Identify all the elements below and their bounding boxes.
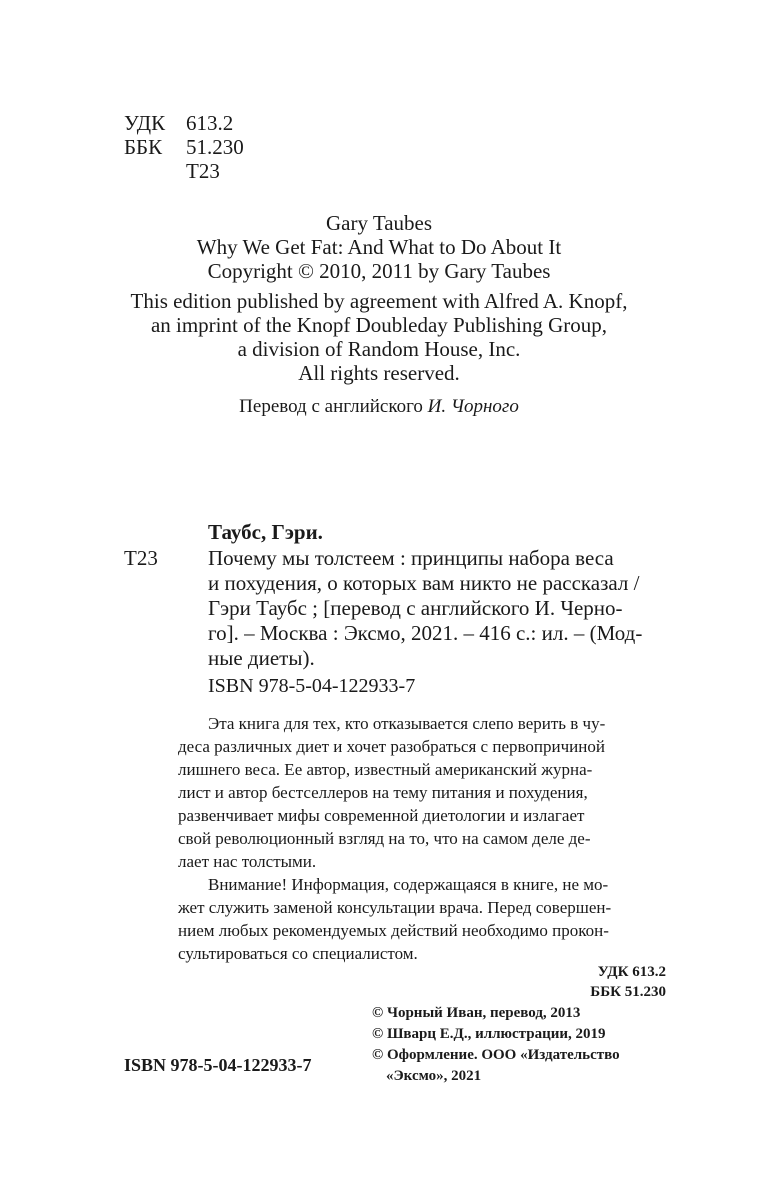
annotation-warning-line: нием любых рекомендуемых действий необходимо прокон- (178, 921, 609, 940)
record-line: Гэри Таубс ; [перевод с английского И. Черно- (208, 596, 623, 620)
record-line: го]. – Москва : Эксмо, 2021. – 416 с.: ил. – (Мод- (208, 621, 643, 645)
annotation-warning-line: сультироваться со специалистом. (178, 944, 418, 963)
bbk-label: ББК (124, 135, 163, 159)
translation-prefix: Перевод с английского (239, 396, 423, 417)
original-rights-line: a division of Random House, Inc. (237, 337, 521, 361)
copyright-line: © Чорный Иван, перевод, 2013 (372, 1005, 581, 1021)
annotation-warning-line: Внимание! Информация, содержащаяся в книге, не мо- (208, 875, 609, 894)
annotation-line: лист и автор бестселлеров на тему питания и похудения, (178, 783, 588, 802)
annotation-line: лает нас толстыми. (178, 852, 317, 871)
copyright-line: © Оформление. ООО «Издательство (372, 1047, 620, 1063)
copyright-line: «Эксмо», 2021 (386, 1068, 482, 1084)
author-mark-row (124, 159, 220, 183)
original-rights-line: This edition published by agreement with Alfred A. Knopf, (130, 289, 628, 313)
annotation-warning-line: жет служить заменой консультации врача. Перед совершен- (178, 898, 612, 917)
annotation-line: свой революционный взгляд на то, что на самом деле де- (178, 829, 591, 848)
record-line: и похудения, о которых вам никто не рассказал / (208, 571, 640, 595)
record-isbn: ISBN 978-5-04-122933-7 (208, 675, 416, 697)
udk-label: УДК (124, 111, 166, 135)
record-line: Почему мы толстеем : принципы набора веса (208, 546, 614, 570)
annotation-line: деса различных диет и хочет разобраться с первопричиной (178, 737, 605, 756)
translation-credit (100, 395, 658, 419)
author-mark: Т23 (186, 159, 220, 183)
original-rights-line: an imprint of the Knopf Doubleday Publishing Group, (150, 313, 608, 337)
original-edition (100, 211, 658, 385)
record-shelf-mark: Т23 (124, 546, 158, 570)
bbk-row (124, 135, 244, 159)
udk-value: 613.2 (186, 111, 234, 135)
copyright-line: © Шварц Е.Д., иллюстрации, 2019 (372, 1026, 606, 1042)
bottom-isbn: ISBN 978-5-04-122933-7 (124, 1055, 312, 1075)
udk-row (124, 111, 233, 135)
annotation-line: Эта книга для тех, кто отказывается слепо верить в чу- (208, 714, 606, 733)
original-title: Why We Get Fat: And What to Do About It (196, 235, 562, 259)
annotation-line: развенчивает мифы современной диетологии и излагает (178, 806, 585, 825)
original-rights-line: All rights reserved. (298, 361, 460, 385)
annotation-line: лишнего веса. Ее автор, известный американский журна- (178, 760, 593, 779)
bottom-udk: УДК 613.2 (597, 964, 666, 980)
record-author: Таубс, Гэри. (208, 520, 323, 544)
translator-name: И. Чорного (427, 396, 519, 417)
original-copyright: Copyright © 2010, 2011 by Gary Taubes (207, 259, 551, 283)
bottom-bbk: ББК 51.230 (590, 984, 666, 1000)
original-author: Gary Taubes (325, 211, 433, 235)
bbk-value: 51.230 (186, 135, 244, 159)
record-line: ные диеты). (208, 646, 315, 670)
